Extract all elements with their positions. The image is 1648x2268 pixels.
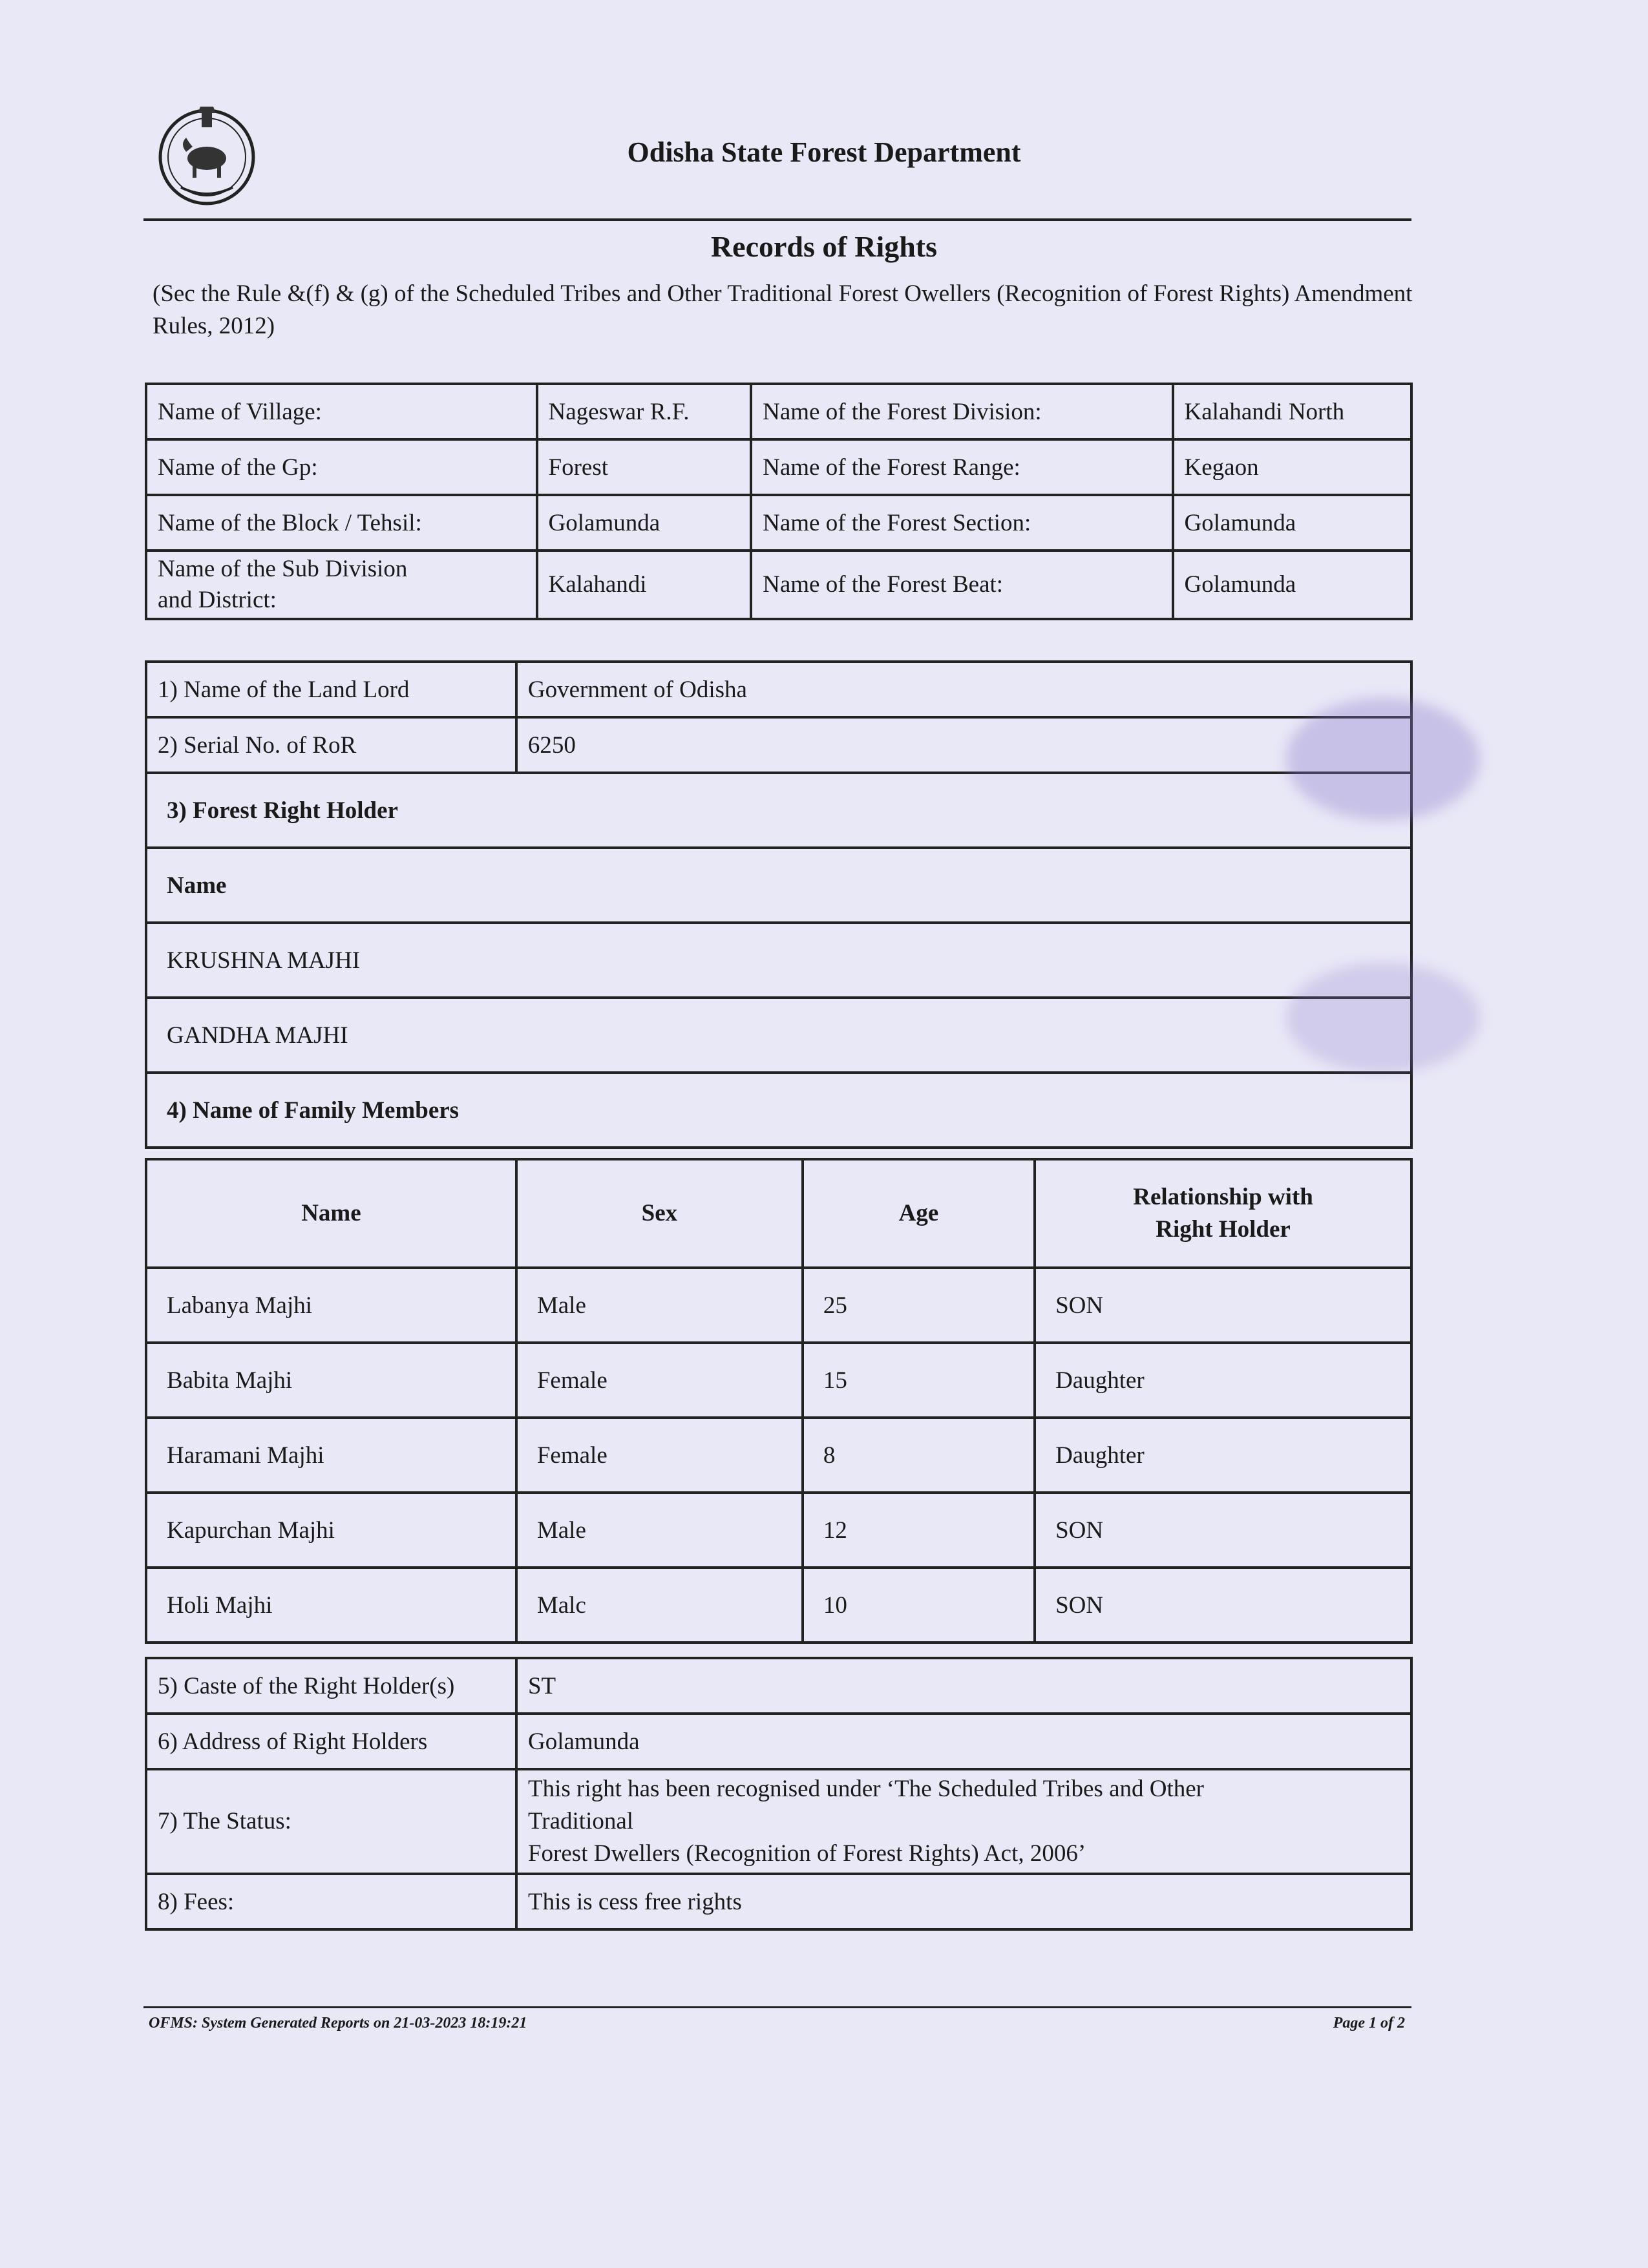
header-divider [143, 218, 1411, 221]
member-sex: Male [516, 1268, 803, 1343]
member-name: Babita Majhi [146, 1343, 516, 1418]
table-row [146, 1418, 1411, 1493]
table-row [146, 923, 1411, 998]
table-row [146, 998, 1411, 1073]
table-row [146, 1658, 1411, 1714]
page-number: Page 1 of 2 [1333, 2015, 1405, 2032]
member-relation: Daughter [1035, 1343, 1411, 1418]
column-header-sex: Sex [516, 1159, 803, 1268]
table-row [146, 1268, 1411, 1343]
caste-value: ST [516, 1658, 1411, 1714]
member-name: Kapurchan Majhi [146, 1493, 516, 1568]
table-row [146, 1073, 1411, 1148]
stamp-smudge [1286, 963, 1480, 1073]
serial-label: 2) Serial No. of RoR [146, 717, 516, 773]
department-title: Odisha State Forest Department [627, 136, 1021, 168]
block-value: Golamunda [537, 495, 752, 551]
member-sex: Female [516, 1343, 803, 1418]
member-age: 10 [803, 1568, 1035, 1643]
holder-heading: 3) Forest Right Holder [146, 773, 1411, 848]
forest-range-label: Name of the Forest Range: [751, 439, 1172, 495]
sub-division-label-line1: Name of the Sub Division [158, 556, 408, 582]
stamp-smudge [1286, 698, 1480, 821]
record-table [145, 660, 1413, 1149]
member-sex: Male [516, 1493, 803, 1568]
table-row [146, 1493, 1411, 1568]
member-relation: SON [1035, 1568, 1411, 1643]
block-label: Name of the Block / Tehsil: [146, 495, 537, 551]
table-row [146, 439, 1411, 495]
column-header-age: Age [803, 1159, 1035, 1268]
village-value: Nageswar R.F. [537, 384, 752, 439]
location-table [145, 383, 1413, 620]
family-members-table [145, 1158, 1413, 1644]
relationship-header-line2: Right Holder [1156, 1216, 1291, 1243]
details-table [145, 1657, 1413, 1931]
member-age: 15 [803, 1343, 1035, 1418]
member-relation: Daughter [1035, 1418, 1411, 1493]
member-age: 8 [803, 1418, 1035, 1493]
table-row [146, 495, 1411, 551]
table-row [146, 662, 1411, 717]
forest-section-value: Golamunda [1173, 495, 1411, 551]
table-row [146, 1769, 1411, 1874]
table-header-row [146, 1159, 1411, 1268]
table-row [146, 1343, 1411, 1418]
member-age: 25 [803, 1268, 1035, 1343]
column-header-relationship [1035, 1159, 1411, 1268]
address-value: Golamunda [516, 1714, 1411, 1769]
village-label: Name of Village: [146, 384, 537, 439]
family-heading: 4) Name of Family Members [146, 1073, 1411, 1148]
sub-division-label [146, 551, 537, 619]
member-name: Holi Majhi [146, 1568, 516, 1643]
land-lord-label: 1) Name of the Land Lord [146, 662, 516, 717]
sub-division-value: Kalahandi [537, 551, 752, 619]
gp-value: Forest [537, 439, 752, 495]
member-sex: Malc [516, 1568, 803, 1643]
status-value [516, 1769, 1411, 1874]
table-row [146, 1568, 1411, 1643]
member-age: 12 [803, 1493, 1035, 1568]
member-name: Labanya Majhi [146, 1268, 516, 1343]
rule-reference: (Sec the Rule &(f) & (g) of the Scheduled Tribes and Other Traditional Forest Owellers (Recognition of Forest Rights) Amendment Rules, 2012) [153, 280, 1413, 339]
table-row [146, 384, 1411, 439]
column-header-name: Name [146, 1159, 516, 1268]
member-name: Haramani Majhi [146, 1418, 516, 1493]
member-sex: Female [516, 1418, 803, 1493]
status-line: Forest Dwellers (Recognition of Forest Rights) Act, 2006’ [527, 1840, 1086, 1867]
document-title: Records of Rights [710, 230, 938, 263]
table-row [146, 773, 1411, 848]
forest-division-value: Kalahandi North [1173, 384, 1411, 439]
forest-range-value: Kegaon [1173, 439, 1411, 495]
fees-label: 8) Fees: [146, 1874, 516, 1929]
table-row [146, 1874, 1411, 1929]
forest-beat-label: Name of the Forest Beat: [751, 551, 1172, 619]
forest-section-label: Name of the Forest Section: [751, 495, 1172, 551]
address-label: 6) Address of Right Holders [146, 1714, 516, 1769]
member-relation: SON [1035, 1268, 1411, 1343]
gp-label: Name of the Gp: [146, 439, 537, 495]
holder-name: KRUSHNA MAJHI [146, 923, 1411, 998]
fees-value: This is cess free rights [516, 1874, 1411, 1929]
forest-division-label: Name of the Forest Division: [751, 384, 1172, 439]
table-row [146, 848, 1411, 923]
forest-beat-value: Golamunda [1173, 551, 1411, 619]
generated-timestamp: OFMS: System Generated Reports on 21-03-2023 18:19:21 [149, 2015, 527, 2032]
holder-name: GANDHA MAJHI [146, 998, 1411, 1073]
status-line: Traditional [527, 1808, 634, 1834]
status-label: 7) The Status: [146, 1769, 516, 1874]
table-row [146, 551, 1411, 619]
status-line: This right has been recognised under ‘The Scheduled Tribes and Other [527, 1776, 1204, 1802]
caste-label: 5) Caste of the Right Holder(s) [146, 1658, 516, 1714]
sub-division-label-line2: and District: [158, 587, 277, 613]
serial-value: 6250 [516, 717, 1411, 773]
relationship-header-line1: Relationship with [1133, 1184, 1313, 1210]
holder-name-heading: Name [146, 848, 1411, 923]
footer-divider [143, 2006, 1411, 2008]
table-row [146, 1714, 1411, 1769]
land-lord-value: Government of Odisha [516, 662, 1411, 717]
table-row [146, 717, 1411, 773]
member-relation: SON [1035, 1493, 1411, 1568]
